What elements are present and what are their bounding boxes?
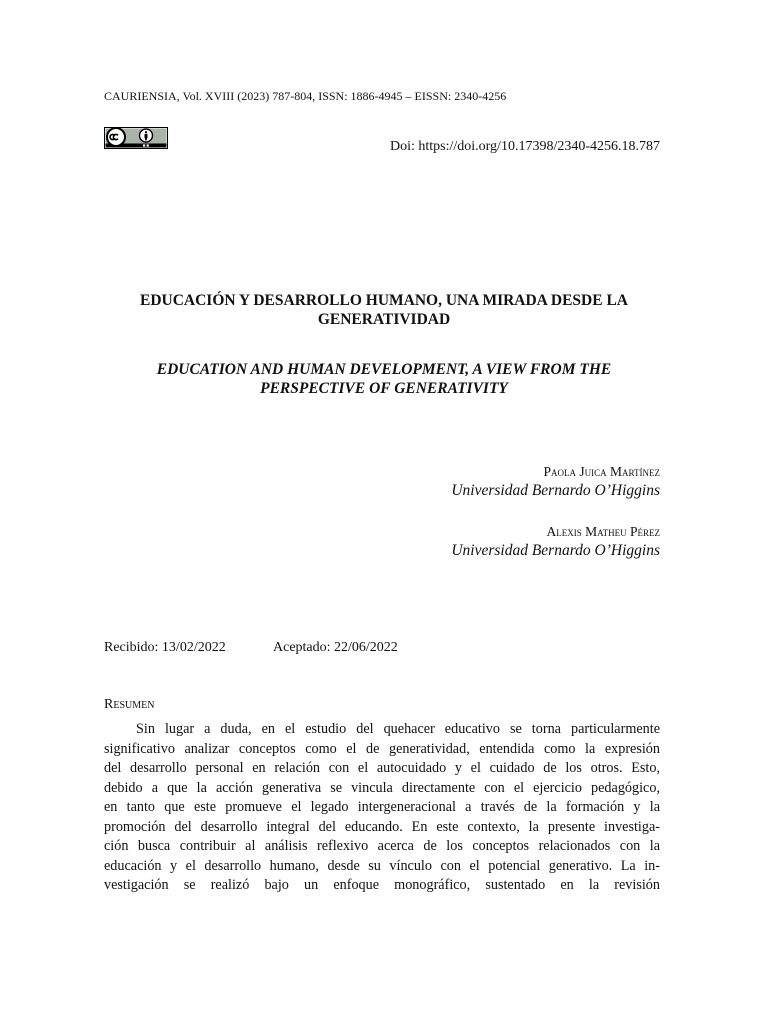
abstract-line: debido a que la acción generativa se vincula directamente con el ejercicio pedagógico, [104,779,660,796]
abstract-line: significativo analizar conceptos como el de generatividad, entendida como la expresión [104,740,660,757]
abstract-line: educación y el desarrollo humano, desde su vínculo con el potencial generativo. La in- [104,857,660,874]
accepted-date: Aceptado: 22/06/2022 [273,640,398,655]
author-block-1 [260,463,660,501]
doi-link[interactable]: Doi: https://doi.org/10.17398/2340-4256.18.787 [389,139,660,154]
received-date: Recibido: 13/02/2022 [104,640,226,655]
abstract-line: del desarrollo personal en relación con el autocuidado y el cuidado de los otros. Esto, [104,760,660,776]
abstract-body [104,720,660,896]
title-spanish-line-1: EDUCACIÓN Y DESARROLLO HUMANO, UNA MIRADA DESDE LA [139,292,628,309]
abstract-line: Sin lugar a duda, en el estudio del quehacer educativo se torna particularmente [136,721,660,737]
article-title-spanish [100,291,668,329]
journal-citation: CAURIENSIA, Vol. XVIII (2023) 787-804, ISSN: 1886-4945 – EISSN: 2340-4256 [104,89,507,103]
author-block-2 [260,523,660,561]
abstract-line: ción busca contribuir al análisis reflexivo acerca de los conceptos relacionados con la [104,838,660,854]
abstract-line: en tanto que este promueve el legado intergeneracional a través de la formación y la [104,799,660,815]
title-spanish-line-2: GENERATIVIDAD [317,311,451,328]
title-english-line-1: EDUCATION AND HUMAN DEVELOPMENT, A VIEW FROM THE [156,361,612,378]
article-title-english [100,360,668,398]
title-english-line-2: PERSPECTIVE OF GENERATIVITY [260,380,508,397]
author-name: Alexis Matheu Pérez [546,524,660,539]
abstract-line: vestigación se realizó bajo un enfoque monográfico, sustentado en la revisión [104,877,660,893]
submission-dates [104,640,398,656]
cc-by-icon [104,127,168,149]
author-affiliation: Universidad Bernardo O’Higgins [451,542,660,559]
author-affiliation: Universidad Bernardo O’Higgins [451,482,660,499]
abstract-heading: Resumen [104,697,155,712]
author-name: Paola Juica Martínez [543,464,660,479]
abstract-line: promoción del desarrollo integral del educando. En este contexto, la presente investiga- [104,818,660,835]
